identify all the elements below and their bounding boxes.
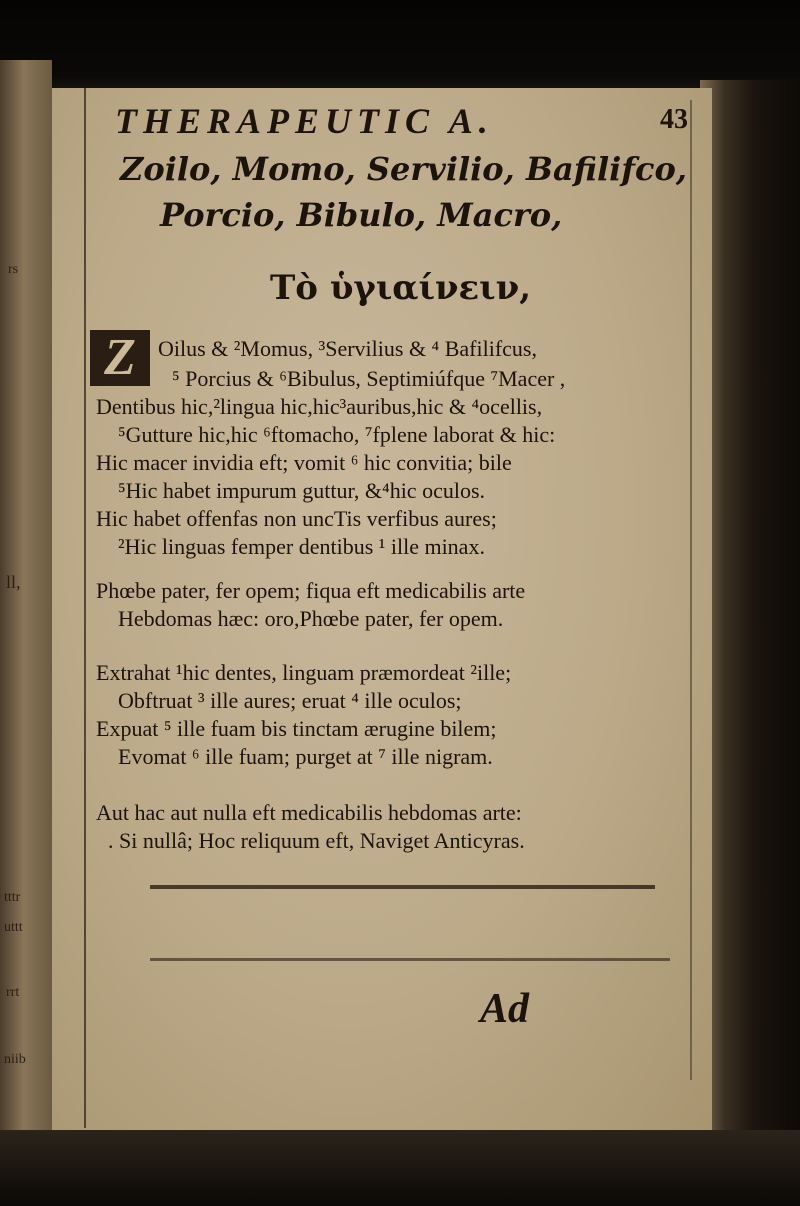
poem-title-line-1: Zoilo, Momo, Servilio, Bafilifco, — [120, 150, 687, 188]
catchword: Ad — [480, 986, 530, 1032]
verse-line: ⁵Gutture hic,hic ⁶ftomacho, ⁷fplene laborat & hic: — [118, 422, 556, 447]
running-title: THERAPEUTIC A. — [115, 101, 494, 141]
margin-fragment: niib — [4, 1052, 26, 1067]
bottom-shadow — [0, 1130, 800, 1206]
margin-fragment: tttr — [4, 890, 21, 905]
drop-cap: Z — [90, 330, 150, 386]
verse-line: . Si nullâ; Hoc reliquum eft, Naviget Anticyras. — [108, 828, 525, 853]
margin-fragment: uttt — [4, 920, 23, 935]
ornamental-rule — [150, 885, 655, 889]
page-number: 43 — [660, 104, 688, 135]
verse-line: ⁵Hic habet impurum guttur, &⁴hic oculos. — [118, 478, 486, 503]
verse-line: Evomat ⁶ ille fuam; purget at ⁷ ille nigram. — [118, 744, 493, 769]
page-margin-line — [690, 100, 692, 1080]
verse-line: Hic habet offenfas non uncTis verfibus aures; — [96, 506, 497, 531]
verse-line: Oilus & ²Momus, ³Servilius & ⁴ Bafilifcus, — [158, 336, 537, 361]
facing-page-edge — [0, 60, 52, 1206]
verse-line: Hebdomas hæc: oro,Phœbe pater, fer opem. — [118, 606, 504, 631]
verse-line: Extrahat ¹hic dentes, linguam præmordeat ²ille; — [96, 660, 512, 685]
verse-line: ²Hic linguas femper dentibus ¹ ille minax. — [118, 534, 485, 559]
poem-title-line-2: Porcio, Bibulo, Macro, — [160, 196, 563, 234]
page-fold-line — [84, 88, 86, 1128]
margin-fragment: rs — [8, 262, 19, 277]
verse-line: Dentibus hic,²lingua hic,hic³auribus,hic & ⁴ocellis, — [96, 394, 543, 419]
verse-line: Expuat ⁵ ille fuam bis tinctam ærugine bilem; — [96, 716, 497, 741]
margin-fragment: rrt — [6, 985, 20, 1000]
verse-line: Aut hac aut nulla eft medicabilis hebdomas arte: — [96, 800, 522, 825]
verse-line: Obftruat ³ ille aures; eruat ⁴ ille oculos; — [118, 688, 462, 713]
margin-fragment: ll, — [6, 572, 21, 592]
verse-line: Phœbe pater, fer opem; fiqua eft medicabilis arte — [96, 578, 526, 603]
greek-heading: Τὸ ὑγιαίνειν, — [270, 268, 532, 308]
ornamental-rule — [150, 958, 670, 961]
verse-line: Hic macer invidia eft; vomit ⁶ hic convitia; bile — [96, 450, 512, 475]
page-edge-right — [700, 80, 800, 1206]
verse-line: ⁵ Porcius & ⁶Bibulus, Septimiúfque ⁷Macer , — [172, 366, 566, 391]
